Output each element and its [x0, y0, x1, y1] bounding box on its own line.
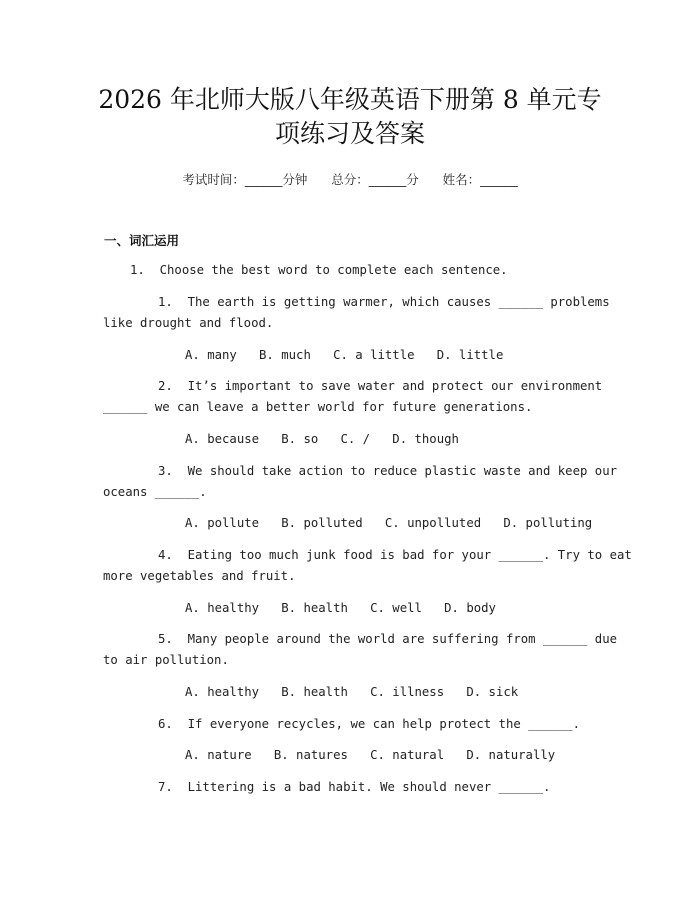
question-3-options: A. pollute B. polluted C. unpolluted D. polluting	[185, 516, 593, 530]
question-4-line-2: more vegetables and fruit.	[103, 569, 296, 583]
question-1-line-2: like drought and flood.	[103, 316, 274, 330]
exam-info: 考试时间：______分钟 总分：______分 姓名：______	[182, 172, 518, 187]
question-5-options: A. healthy B. health C. illness D. sick	[185, 685, 519, 699]
question-3-line-1: 3. We should take action to reduce plastic waste and keep our	[158, 464, 618, 478]
question-2-line-1: 2. It’s important to save water and protect our environment	[158, 379, 603, 393]
question-1-options: A. many B. much C. a little D. little	[185, 348, 504, 362]
question-6-options: A. nature B. natures C. natural D. naturally	[185, 748, 556, 762]
section-heading: 一、词汇运用	[104, 233, 180, 248]
question-5-line-1: 5. Many people around the world are suffering from ______ due	[158, 632, 618, 646]
question-4-options: A. healthy B. health C. well D. body	[185, 601, 496, 615]
question-6-line-1: 6. If everyone recycles, we can help protect the ______.	[158, 717, 580, 731]
question-4-line-1: 4. Eating too much junk food is bad for your ______. Try to eat	[158, 548, 632, 562]
document-title-line-2: 项练习及答案	[274, 119, 425, 148]
question-5-line-2: to air pollution.	[103, 653, 229, 667]
question-2-line-2: ______ we can leave a better world for future generations.	[103, 400, 533, 414]
document-title-line-1: 2026 年北师大版八年级英语下册第 8 单元专	[98, 85, 602, 114]
instruction: 1. Choose the best word to complete each sentence.	[130, 263, 508, 277]
question-3-line-2: oceans ______.	[103, 485, 207, 499]
question-2-options: A. because B. so C. / D. though	[185, 432, 459, 446]
question-1-line-1: 1. The earth is getting warmer, which causes ______ problems	[158, 295, 610, 309]
question-7-line-1: 7. Littering is a bad habit. We should never ______.	[158, 780, 551, 794]
